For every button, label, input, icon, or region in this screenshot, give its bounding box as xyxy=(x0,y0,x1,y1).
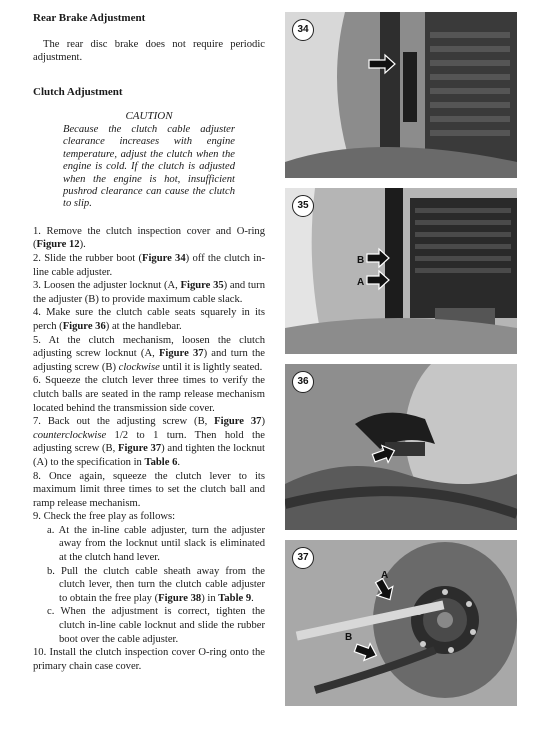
figure-35 xyxy=(285,188,517,354)
step-9a: a. At the in-line cable adjuster, turn the adjuster away from the locknut until slack is eliminated at the clutch hand lever. xyxy=(47,524,265,564)
figure-35-photo xyxy=(285,188,517,354)
rear-brake-heading: Rear Brake Adjustment xyxy=(33,12,146,24)
step-9c: c. When the adjustment is correct, tighten the clutch in-line cable locknut and slide the rubber boot over the cable adjuster. xyxy=(47,606,265,645)
figure-37-label-b: B xyxy=(345,632,353,643)
step-7: 7. Back out the adjusting screw (B, Figure 37) counterclockwise 1/2 to 1 turn. Then hold the adjusting screw (B, Figure 37) and tighten the locknut (A) to the specification in Table 6. xyxy=(33,416,265,468)
figure-35-label-b: B xyxy=(357,255,365,266)
step-2: 2. Slide the rubber boot (Figure 34) off the clutch in-line cable adjuster. xyxy=(33,253,265,278)
clutch-steps xyxy=(33,225,265,674)
figure-37 xyxy=(285,540,517,706)
step-6: 6. Squeeze the clutch lever three times to verify the clutch balls are seated in the ramp release mechanism located behind the transmission side cover. xyxy=(33,375,265,414)
figure-37-photo xyxy=(285,540,517,706)
step-3: 3. Loosen the adjuster locknut (A, Figure 35) and turn the adjuster (B) to provide maximum cable slack. xyxy=(33,280,265,305)
rear-brake-text: The rear disc brake does not require periodic adjustment. xyxy=(33,38,265,64)
figure-35-label-a: A xyxy=(357,277,365,288)
text-column xyxy=(33,12,265,673)
figure-37-number: 37 xyxy=(292,547,314,569)
step-9: 9. Check the free play as follows: xyxy=(33,511,176,523)
step-5: 5. At the clutch mechanism, loosen the clutch adjusting screw locknut (A, Figure 37) and turn the adjusting screw (B) clockwise until it is lightly seated. xyxy=(33,334,265,373)
step-9b: b. Pull the clutch cable sheath away from the clutch lever, then turn the clutch cable adjuster to obtain the free play (Figure 38) in Table 9. xyxy=(47,565,265,604)
figure-36-number: 36 xyxy=(292,371,314,393)
step-4: 4. Make sure the clutch cable seats squarely in its perch (Figure 36) at the handlebar. xyxy=(33,307,265,332)
step-10: 10. Install the clutch inspection cover O-ring onto the primary chain case cover. xyxy=(33,647,265,672)
figure-34-photo xyxy=(285,12,517,178)
caution-title: CAUTION xyxy=(125,110,173,123)
figure-37-label-a: A xyxy=(381,570,389,581)
caution-text: Because the clutch cable adjuster clearance increases with engine temperature, adjust the clutch when the engine is cold. If the clutch is adjusted when the engine is hot, insufficient pushrod clearance can cause the clutch to slip. xyxy=(63,123,235,210)
figure-36-photo xyxy=(285,364,517,530)
clutch-heading: Clutch Adjustment xyxy=(33,85,123,98)
step-8: 8. Once again, squeeze the clutch lever to its maximum limit three times to set the clutch ball and ramp release mechanism. xyxy=(33,470,265,509)
figure-34 xyxy=(285,12,517,178)
figure-35-number: 35 xyxy=(292,195,314,217)
step-1: 1. Remove the clutch inspection cover and O-ring (Figure 12). xyxy=(33,225,265,251)
figure-36 xyxy=(285,364,517,530)
figure-34-number: 34 xyxy=(292,19,314,41)
